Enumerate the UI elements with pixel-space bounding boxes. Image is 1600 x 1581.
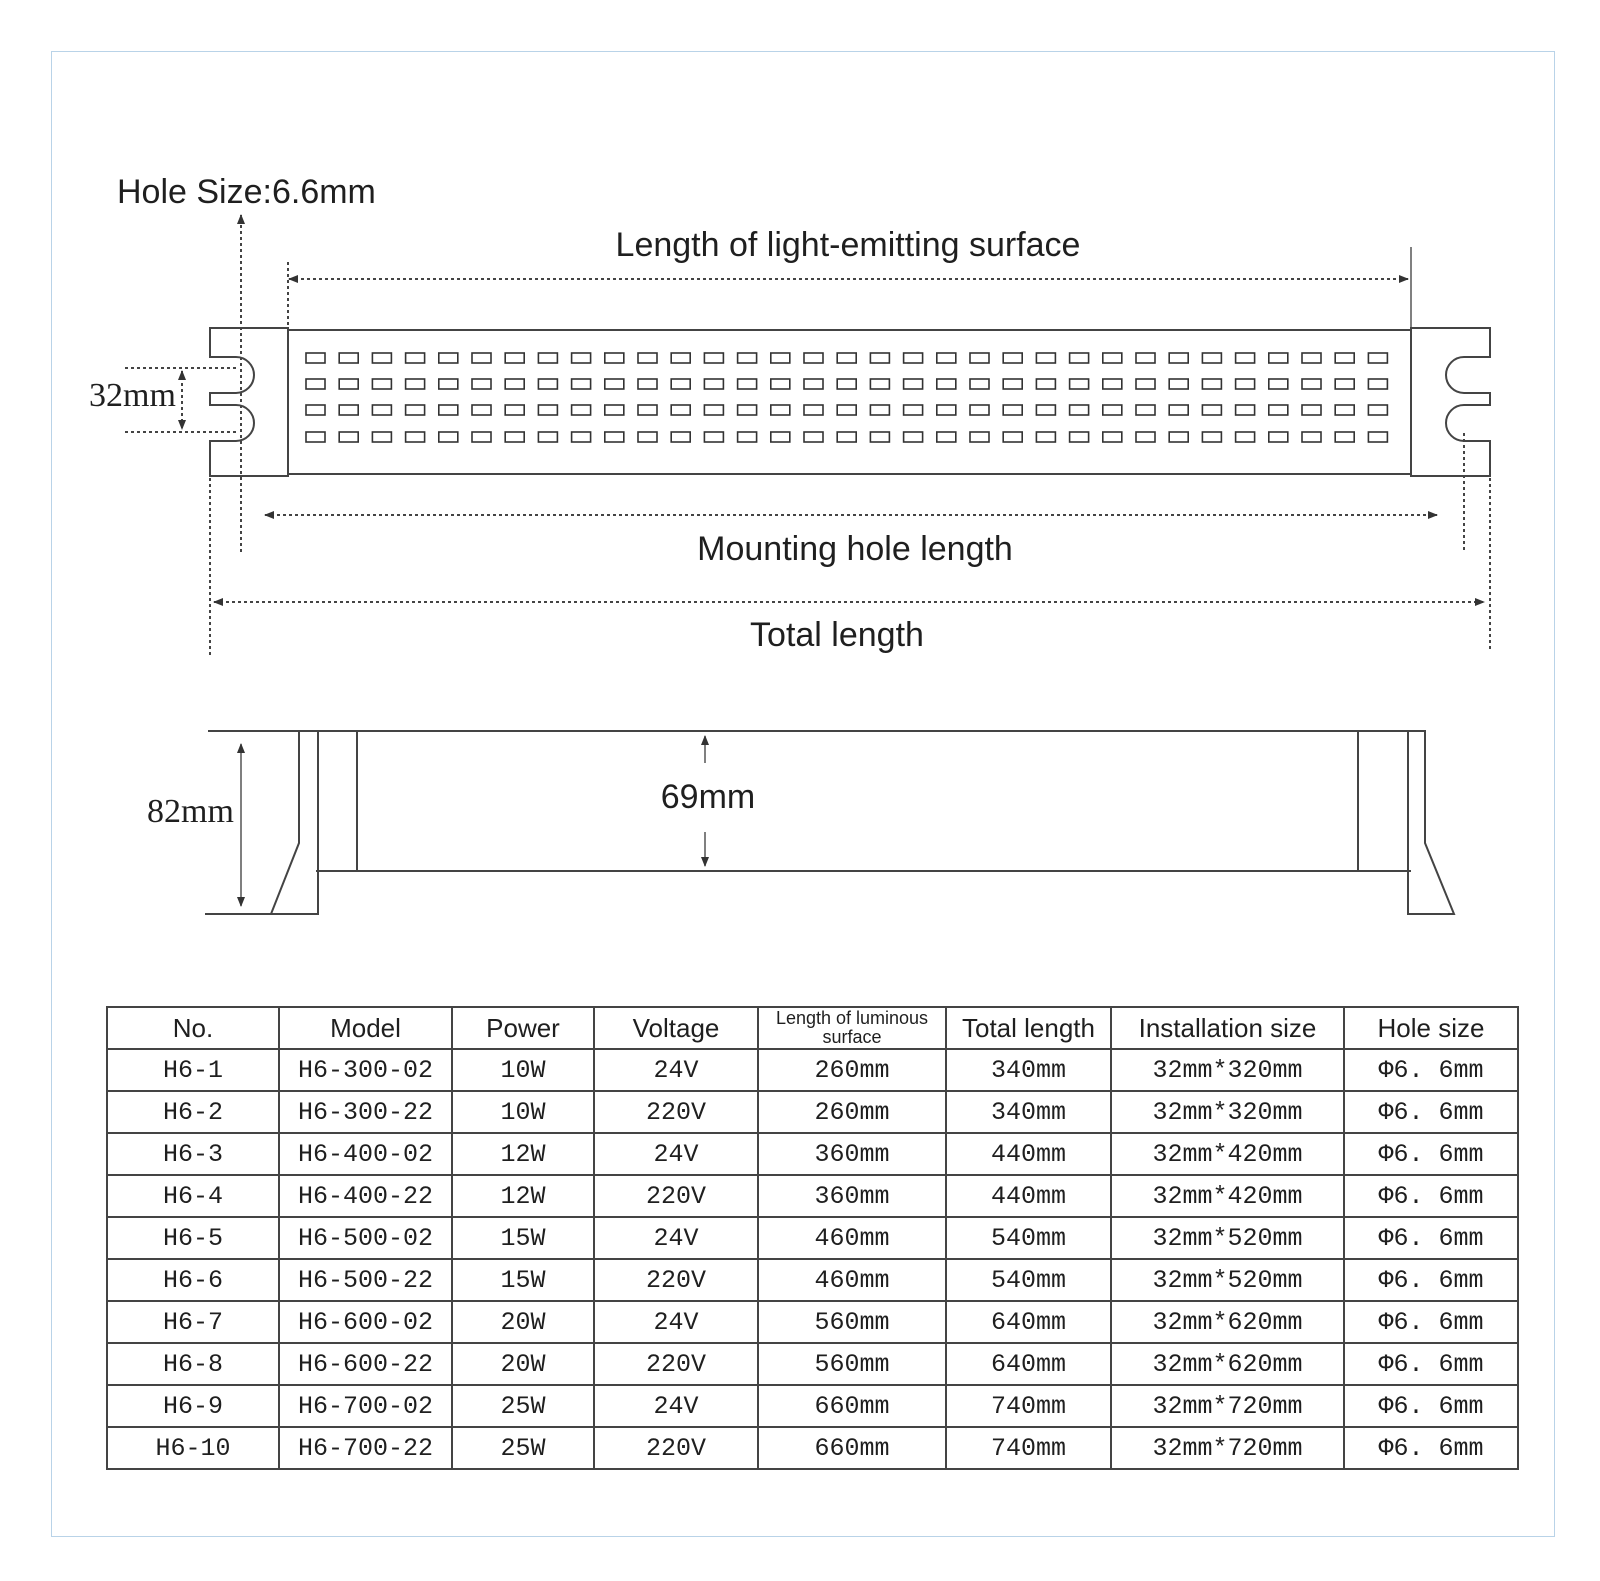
led-chip bbox=[638, 353, 657, 363]
led-chip bbox=[1335, 432, 1354, 442]
led-chip bbox=[1335, 405, 1354, 415]
led-chip bbox=[538, 405, 557, 415]
cell-model: H6-600-02 bbox=[279, 1301, 452, 1343]
led-chip bbox=[406, 405, 425, 415]
led-chip bbox=[1269, 405, 1288, 415]
cell-no: H6-2 bbox=[107, 1091, 279, 1133]
header-total-length: Total length bbox=[946, 1007, 1111, 1049]
led-chip bbox=[738, 432, 757, 442]
led-chip bbox=[1070, 405, 1089, 415]
cell-hole-size: Φ6. 6mm bbox=[1344, 1259, 1518, 1301]
cell-power: 12W bbox=[452, 1133, 594, 1175]
led-chip bbox=[1368, 432, 1387, 442]
table-row bbox=[107, 1175, 1518, 1217]
cell-total-length: 640mm bbox=[946, 1343, 1111, 1385]
led-chip bbox=[306, 405, 325, 415]
led-chip bbox=[439, 432, 458, 442]
led-chip bbox=[439, 379, 458, 389]
led-chip bbox=[1236, 379, 1255, 389]
led-chip bbox=[904, 353, 923, 363]
led-chip bbox=[904, 379, 923, 389]
led-chip bbox=[538, 379, 557, 389]
cell-model: H6-300-22 bbox=[279, 1091, 452, 1133]
cell-total-length: 540mm bbox=[946, 1259, 1111, 1301]
cell-installation-size: 32mm*620mm bbox=[1111, 1301, 1344, 1343]
led-chip bbox=[870, 353, 889, 363]
height-69-label: 69mm bbox=[660, 778, 756, 816]
led-chip bbox=[406, 379, 425, 389]
led-chip bbox=[970, 353, 989, 363]
cell-no: H6-9 bbox=[107, 1385, 279, 1427]
led-chip bbox=[1368, 353, 1387, 363]
cell-voltage: 220V bbox=[594, 1427, 758, 1469]
cell-power: 25W bbox=[452, 1427, 594, 1469]
led-chip bbox=[1136, 432, 1155, 442]
cell-voltage: 220V bbox=[594, 1091, 758, 1133]
mounting-hole-length-label: Mounting hole length bbox=[697, 530, 1013, 568]
cell-model: H6-400-22 bbox=[279, 1175, 452, 1217]
led-chip bbox=[1036, 405, 1055, 415]
height-82-label: 82mm bbox=[147, 793, 234, 830]
led-chip bbox=[605, 353, 624, 363]
top-view bbox=[89, 173, 1490, 657]
led-chip bbox=[306, 432, 325, 442]
cell-installation-size: 32mm*420mm bbox=[1111, 1175, 1344, 1217]
led-chip bbox=[837, 353, 856, 363]
cell-power: 20W bbox=[452, 1301, 594, 1343]
led-chip bbox=[671, 432, 690, 442]
led-chip bbox=[1269, 353, 1288, 363]
table-row bbox=[107, 1385, 1518, 1427]
led-chip bbox=[372, 432, 391, 442]
led-chip bbox=[605, 405, 624, 415]
cell-installation-size: 32mm*320mm bbox=[1111, 1091, 1344, 1133]
led-chip bbox=[505, 405, 524, 415]
cell-luminous-length: 360mm bbox=[758, 1175, 946, 1217]
led-chip bbox=[1335, 353, 1354, 363]
led-chip bbox=[738, 379, 757, 389]
cell-model: H6-500-02 bbox=[279, 1217, 452, 1259]
cell-model: H6-700-22 bbox=[279, 1427, 452, 1469]
led-chip bbox=[1302, 432, 1321, 442]
led-chip bbox=[1302, 353, 1321, 363]
left-bracket-profile bbox=[271, 731, 318, 914]
cell-model: H6-400-02 bbox=[279, 1133, 452, 1175]
led-chip bbox=[904, 405, 923, 415]
led-chip bbox=[1070, 353, 1089, 363]
cell-hole-size: Φ6. 6mm bbox=[1344, 1343, 1518, 1385]
cell-total-length: 340mm bbox=[946, 1091, 1111, 1133]
led-chip bbox=[406, 432, 425, 442]
led-chip bbox=[605, 379, 624, 389]
led-chip bbox=[1236, 432, 1255, 442]
cell-luminous-length: 560mm bbox=[758, 1343, 946, 1385]
led-chip bbox=[472, 379, 491, 389]
cell-installation-size: 32mm*720mm bbox=[1111, 1385, 1344, 1427]
led-chip bbox=[339, 405, 358, 415]
cell-power: 10W bbox=[452, 1049, 594, 1091]
cell-power: 20W bbox=[452, 1343, 594, 1385]
cell-voltage: 24V bbox=[594, 1217, 758, 1259]
led-chip bbox=[937, 432, 956, 442]
cell-luminous-length: 260mm bbox=[758, 1049, 946, 1091]
cell-hole-size: Φ6. 6mm bbox=[1344, 1385, 1518, 1427]
led-chip bbox=[339, 379, 358, 389]
cell-luminous-length: 660mm bbox=[758, 1427, 946, 1469]
led-chip bbox=[870, 379, 889, 389]
spec-table bbox=[106, 1006, 1519, 1470]
cell-power: 15W bbox=[452, 1217, 594, 1259]
cell-luminous-length: 460mm bbox=[758, 1217, 946, 1259]
cell-model: H6-600-22 bbox=[279, 1343, 452, 1385]
led-chip bbox=[738, 405, 757, 415]
cell-installation-size: 32mm*420mm bbox=[1111, 1133, 1344, 1175]
cell-total-length: 640mm bbox=[946, 1301, 1111, 1343]
led-chip bbox=[439, 353, 458, 363]
cell-voltage: 24V bbox=[594, 1133, 758, 1175]
cell-total-length: 340mm bbox=[946, 1049, 1111, 1091]
cell-luminous-length: 260mm bbox=[758, 1091, 946, 1133]
led-chip bbox=[671, 405, 690, 415]
led-chip bbox=[1103, 379, 1122, 389]
header-voltage: Voltage bbox=[594, 1007, 758, 1049]
table-row bbox=[107, 1133, 1518, 1175]
led-chip bbox=[1368, 405, 1387, 415]
table-body bbox=[107, 1049, 1518, 1469]
led-chip bbox=[1169, 353, 1188, 363]
led-chip bbox=[771, 379, 790, 389]
cell-no: H6-1 bbox=[107, 1049, 279, 1091]
led-chip bbox=[1136, 353, 1155, 363]
cell-installation-size: 32mm*520mm bbox=[1111, 1217, 1344, 1259]
led-chip bbox=[638, 405, 657, 415]
table-row bbox=[107, 1301, 1518, 1343]
led-chip bbox=[671, 353, 690, 363]
led-chip bbox=[1202, 379, 1221, 389]
width-32-label: 32mm bbox=[89, 377, 176, 414]
cell-total-length: 540mm bbox=[946, 1217, 1111, 1259]
led-chip bbox=[1070, 432, 1089, 442]
led-chip bbox=[572, 379, 591, 389]
led-chip bbox=[671, 379, 690, 389]
cell-installation-size: 32mm*320mm bbox=[1111, 1049, 1344, 1091]
cell-hole-size: Φ6. 6mm bbox=[1344, 1301, 1518, 1343]
cell-voltage: 220V bbox=[594, 1175, 758, 1217]
header-model: Model bbox=[279, 1007, 452, 1049]
led-chip bbox=[704, 379, 723, 389]
table-row bbox=[107, 1427, 1518, 1469]
led-chip bbox=[1169, 379, 1188, 389]
cell-total-length: 740mm bbox=[946, 1427, 1111, 1469]
led-chip bbox=[505, 353, 524, 363]
led-chip bbox=[505, 432, 524, 442]
led-chip bbox=[1302, 405, 1321, 415]
cell-hole-size: Φ6. 6mm bbox=[1344, 1091, 1518, 1133]
side-view bbox=[147, 731, 1454, 914]
led-chip bbox=[572, 353, 591, 363]
led-chip bbox=[704, 405, 723, 415]
led-chip bbox=[970, 432, 989, 442]
led-chip bbox=[1302, 379, 1321, 389]
led-chip bbox=[937, 353, 956, 363]
header-installation-size: Installation size bbox=[1111, 1007, 1344, 1049]
cell-installation-size: 32mm*620mm bbox=[1111, 1343, 1344, 1385]
cell-model: H6-700-02 bbox=[279, 1385, 452, 1427]
led-chip bbox=[1003, 353, 1022, 363]
led-chip bbox=[1103, 405, 1122, 415]
led-chip bbox=[605, 432, 624, 442]
led-chip bbox=[937, 379, 956, 389]
led-chip bbox=[1036, 432, 1055, 442]
led-chip bbox=[738, 353, 757, 363]
header-luminous-length: Length of luminous surface bbox=[758, 1007, 946, 1049]
led-chip bbox=[904, 432, 923, 442]
led-grid bbox=[306, 353, 1387, 442]
table-row bbox=[107, 1091, 1518, 1133]
led-chip bbox=[771, 353, 790, 363]
led-chip bbox=[472, 405, 491, 415]
cell-luminous-length: 560mm bbox=[758, 1301, 946, 1343]
cell-model: H6-300-02 bbox=[279, 1049, 452, 1091]
led-chip bbox=[1368, 379, 1387, 389]
total-length-label: Total length bbox=[750, 616, 924, 654]
led-chip bbox=[1070, 379, 1089, 389]
cell-no: H6-3 bbox=[107, 1133, 279, 1175]
led-chip bbox=[1335, 379, 1354, 389]
led-chip bbox=[1269, 432, 1288, 442]
led-chip bbox=[1169, 405, 1188, 415]
cell-installation-size: 32mm*520mm bbox=[1111, 1259, 1344, 1301]
led-chip bbox=[1036, 353, 1055, 363]
cell-power: 12W bbox=[452, 1175, 594, 1217]
led-chip bbox=[804, 353, 823, 363]
header-no: No. bbox=[107, 1007, 279, 1049]
led-chip bbox=[1202, 432, 1221, 442]
cell-luminous-length: 460mm bbox=[758, 1259, 946, 1301]
cell-voltage: 24V bbox=[594, 1385, 758, 1427]
header-power: Power bbox=[452, 1007, 594, 1049]
led-chip bbox=[372, 405, 391, 415]
hole-size-label: Hole Size:6.6mm bbox=[117, 173, 376, 211]
cell-hole-size: Φ6. 6mm bbox=[1344, 1217, 1518, 1259]
led-chip bbox=[1269, 379, 1288, 389]
led-chip bbox=[771, 405, 790, 415]
light-body bbox=[288, 330, 1411, 474]
header-hole-size: Hole size bbox=[1344, 1007, 1518, 1049]
cell-voltage: 220V bbox=[594, 1259, 758, 1301]
cell-power: 25W bbox=[452, 1385, 594, 1427]
led-chip bbox=[538, 353, 557, 363]
led-chip bbox=[306, 379, 325, 389]
led-chip bbox=[1003, 432, 1022, 442]
led-chip bbox=[1202, 353, 1221, 363]
led-chip bbox=[472, 432, 491, 442]
cell-luminous-length: 660mm bbox=[758, 1385, 946, 1427]
cell-luminous-length: 360mm bbox=[758, 1133, 946, 1175]
led-chip bbox=[572, 432, 591, 442]
cell-power: 10W bbox=[452, 1091, 594, 1133]
led-chip bbox=[1236, 353, 1255, 363]
led-chip bbox=[339, 353, 358, 363]
table-header-row bbox=[107, 1007, 1518, 1049]
led-chip bbox=[837, 405, 856, 415]
led-chip bbox=[804, 432, 823, 442]
led-chip bbox=[472, 353, 491, 363]
right-end-cap bbox=[1411, 328, 1490, 476]
led-chip bbox=[1103, 353, 1122, 363]
cell-hole-size: Φ6. 6mm bbox=[1344, 1133, 1518, 1175]
led-chip bbox=[538, 432, 557, 442]
light-length-label: Length of light-emitting surface bbox=[615, 226, 1081, 264]
led-chip bbox=[1036, 379, 1055, 389]
led-chip bbox=[1236, 405, 1255, 415]
led-chip bbox=[970, 405, 989, 415]
led-chip bbox=[1136, 379, 1155, 389]
cell-model: H6-500-22 bbox=[279, 1259, 452, 1301]
right-bracket-profile bbox=[1408, 731, 1454, 914]
led-chip bbox=[837, 379, 856, 389]
cell-no: H6-4 bbox=[107, 1175, 279, 1217]
cell-hole-size: Φ6. 6mm bbox=[1344, 1049, 1518, 1091]
table-row bbox=[107, 1343, 1518, 1385]
led-chip bbox=[372, 379, 391, 389]
led-chip bbox=[970, 379, 989, 389]
cell-total-length: 740mm bbox=[946, 1385, 1111, 1427]
led-chip bbox=[1202, 405, 1221, 415]
led-chip bbox=[505, 379, 524, 389]
cell-no: H6-8 bbox=[107, 1343, 279, 1385]
cell-no: H6-6 bbox=[107, 1259, 279, 1301]
led-chip bbox=[870, 432, 889, 442]
led-chip bbox=[937, 405, 956, 415]
table-row bbox=[107, 1217, 1518, 1259]
cell-hole-size: Φ6. 6mm bbox=[1344, 1427, 1518, 1469]
cell-total-length: 440mm bbox=[946, 1133, 1111, 1175]
cell-hole-size: Φ6. 6mm bbox=[1344, 1175, 1518, 1217]
cell-voltage: 24V bbox=[594, 1049, 758, 1091]
table-row bbox=[107, 1259, 1518, 1301]
table-row bbox=[107, 1049, 1518, 1091]
led-chip bbox=[372, 353, 391, 363]
led-chip bbox=[439, 405, 458, 415]
cell-voltage: 24V bbox=[594, 1301, 758, 1343]
led-chip bbox=[704, 353, 723, 363]
led-chip bbox=[804, 405, 823, 415]
cell-power: 15W bbox=[452, 1259, 594, 1301]
led-chip bbox=[638, 379, 657, 389]
cell-total-length: 440mm bbox=[946, 1175, 1111, 1217]
cell-no: H6-5 bbox=[107, 1217, 279, 1259]
led-chip bbox=[1003, 405, 1022, 415]
cell-no: H6-7 bbox=[107, 1301, 279, 1343]
led-chip bbox=[406, 353, 425, 363]
led-chip bbox=[1169, 432, 1188, 442]
cell-no: H6-10 bbox=[107, 1427, 279, 1469]
led-chip bbox=[638, 432, 657, 442]
led-chip bbox=[1003, 379, 1022, 389]
cell-voltage: 220V bbox=[594, 1343, 758, 1385]
led-chip bbox=[837, 432, 856, 442]
left-end-cap bbox=[210, 328, 288, 476]
led-chip bbox=[339, 432, 358, 442]
led-chip bbox=[870, 405, 889, 415]
led-chip bbox=[804, 379, 823, 389]
led-chip bbox=[1103, 432, 1122, 442]
cell-installation-size: 32mm*720mm bbox=[1111, 1427, 1344, 1469]
led-chip bbox=[306, 353, 325, 363]
led-chip bbox=[572, 405, 591, 415]
led-chip bbox=[704, 432, 723, 442]
led-chip bbox=[1136, 405, 1155, 415]
led-chip bbox=[771, 432, 790, 442]
